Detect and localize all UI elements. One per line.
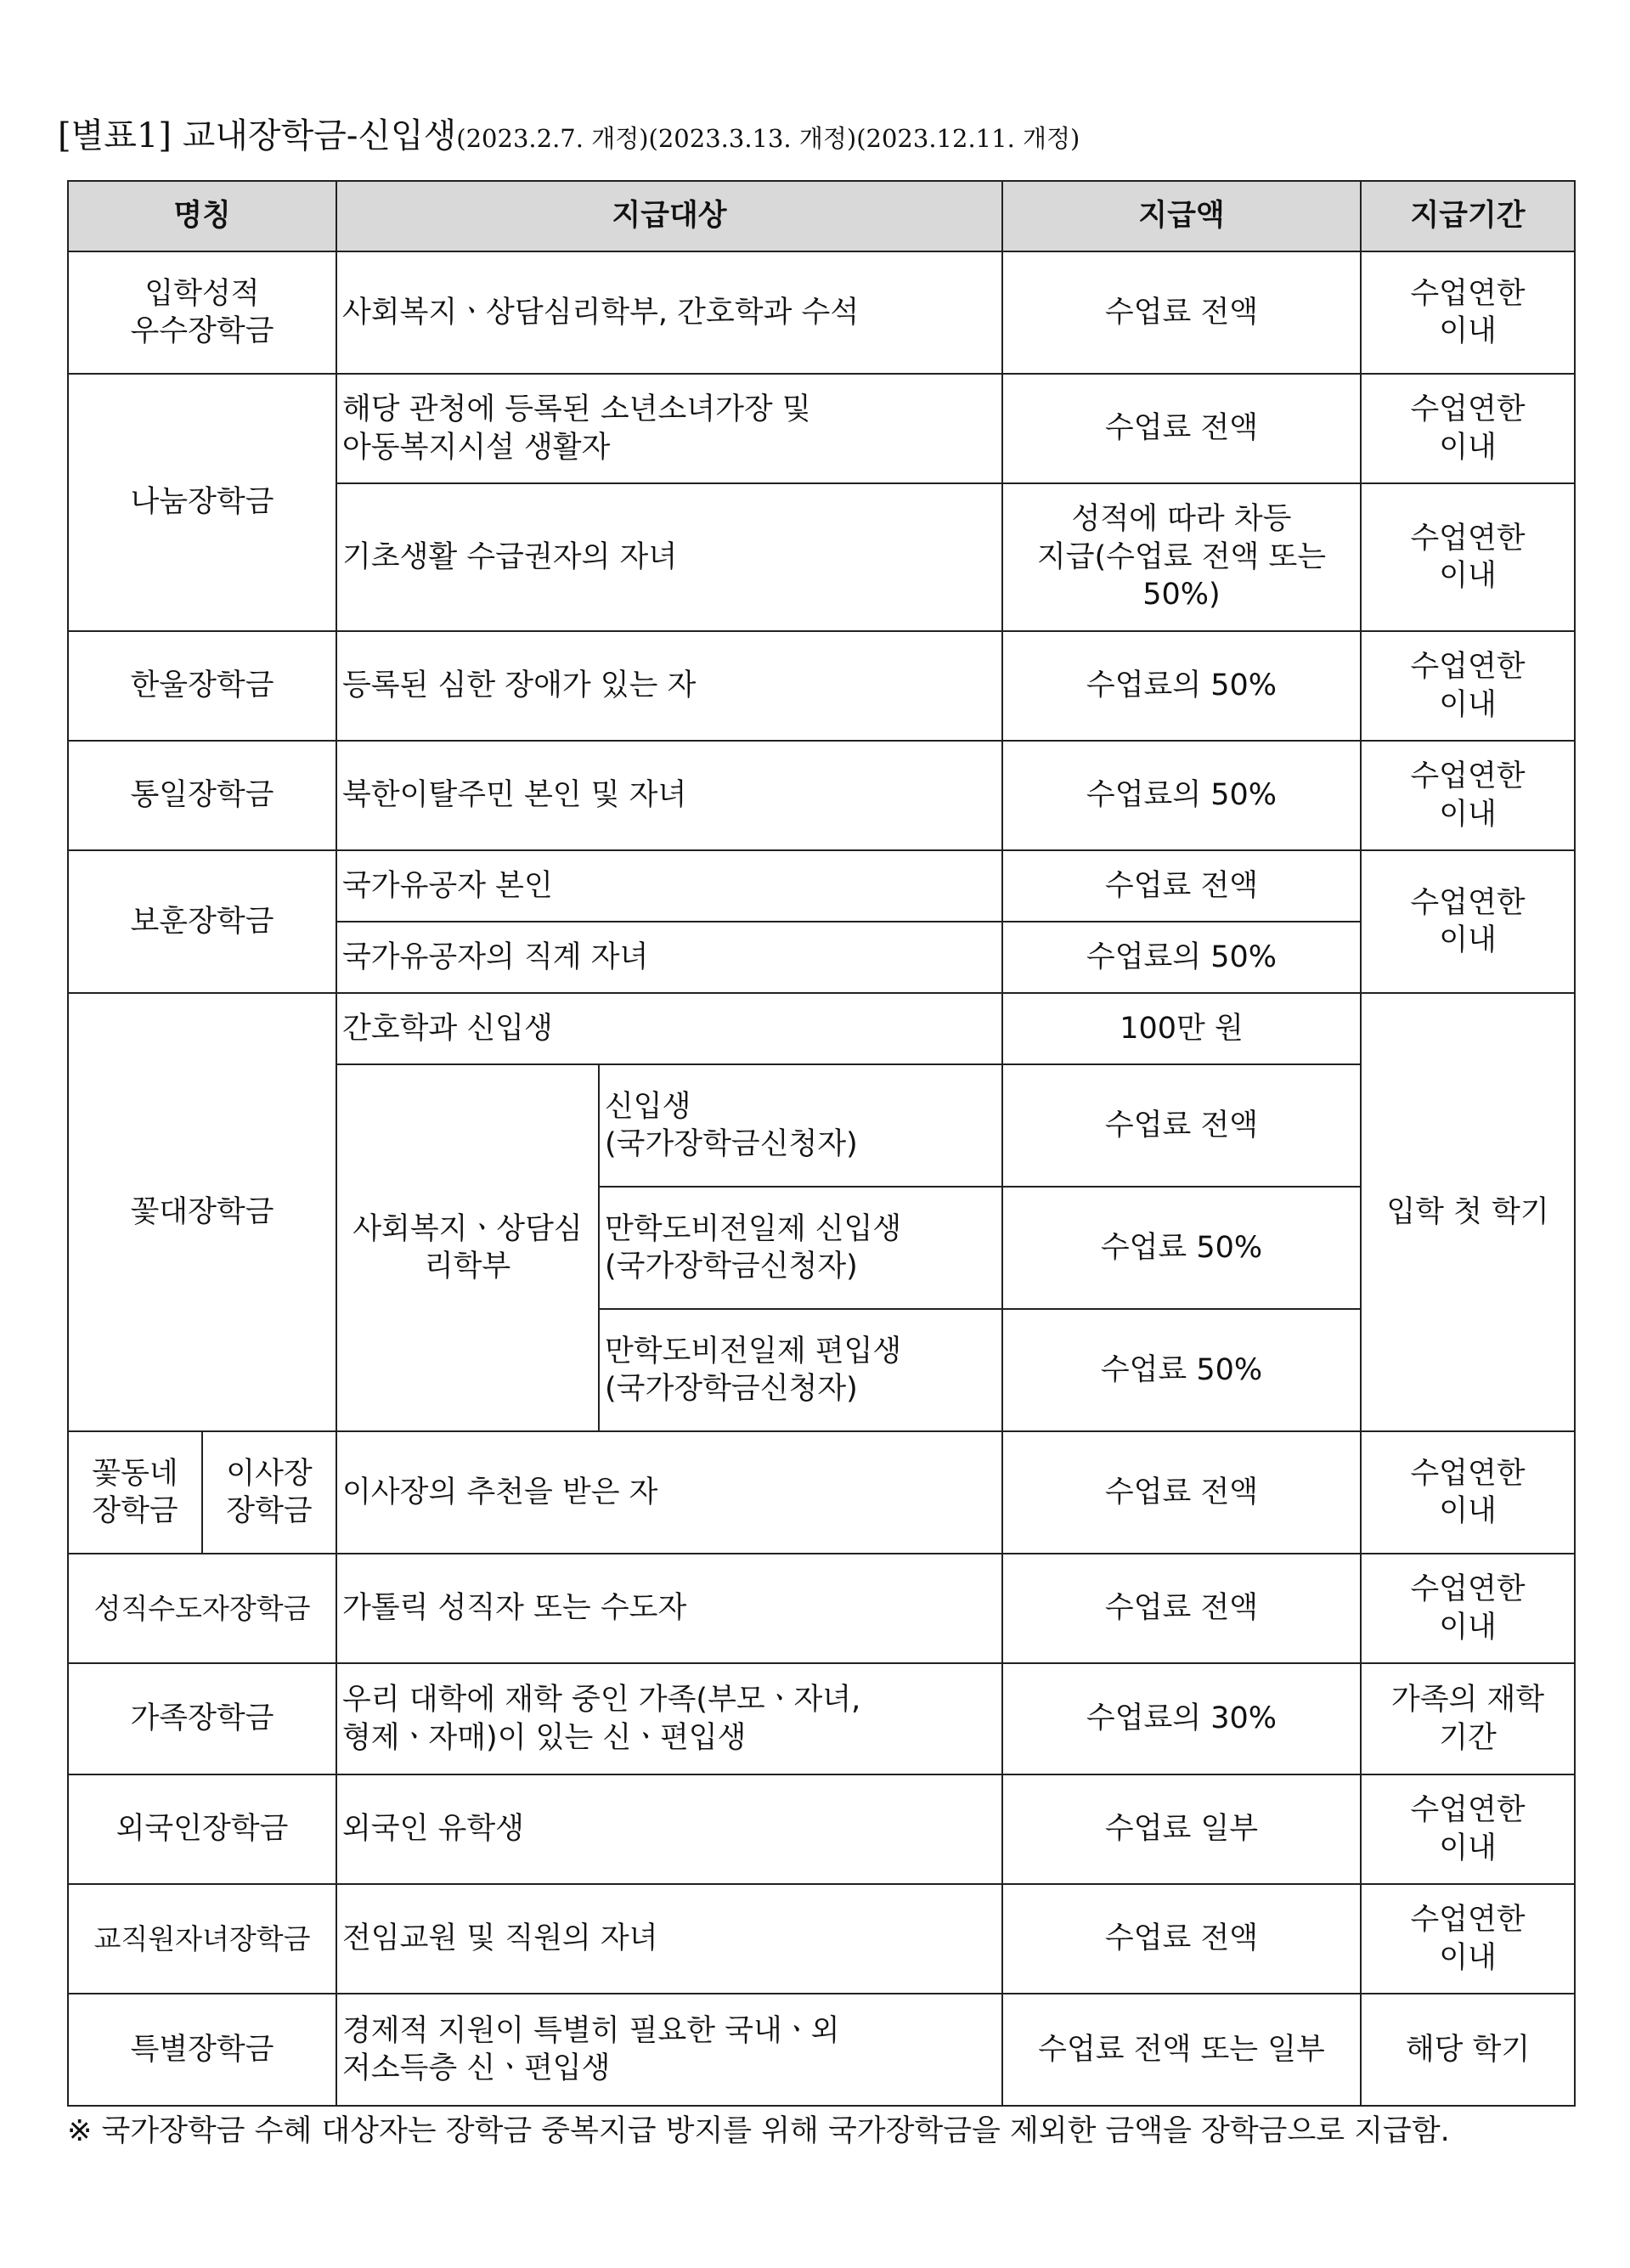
header-target: 지급대상 (336, 181, 1002, 251)
header-row (68, 181, 1575, 251)
name-cell: 교직원자녀장학금 (68, 1884, 336, 1994)
table-row (68, 1774, 1575, 1884)
amount-cell: 수업료 전액 (1002, 1884, 1361, 1994)
target-cell: 우리 대학에 재학 중인 가족(부모ㆍ자녀, 형제ㆍ자매)이 있는 신ㆍ편입생 (336, 1663, 1002, 1774)
amount-cell: 수업료의 50% (1002, 922, 1361, 993)
target-cell: 국가유공자의 직계 자녀 (336, 922, 1002, 993)
period-cell: 가족의 재학 기간 (1361, 1663, 1575, 1774)
table-row (68, 1884, 1575, 1994)
header-name: 명칭 (68, 181, 336, 251)
amount-cell: 수업료 일부 (1002, 1774, 1361, 1884)
name-cell: 성직수도자장학금 (68, 1554, 336, 1663)
amount-cell: 수업료 전액 (1002, 1064, 1361, 1187)
header-amount: 지급액 (1002, 181, 1361, 251)
period-cell: 수업연한 이내 (1361, 631, 1575, 741)
period-cell: 수업연한 이내 (1361, 741, 1575, 850)
table-row (68, 993, 1575, 1064)
target-cell: 국가유공자 본인 (336, 850, 1002, 922)
amount-cell: 수업료의 50% (1002, 631, 1361, 741)
period-cell: 입학 첫 학기 (1361, 993, 1575, 1431)
dept-cell: 사회복지ㆍ상담심 리학부 (336, 1064, 599, 1431)
table-row (68, 251, 1575, 374)
header-period: 지급기간 (1361, 181, 1575, 251)
amount-cell: 100만 원 (1002, 993, 1361, 1064)
period-cell: 수업연한 이내 (1361, 1431, 1575, 1554)
amount-cell: 수업료 50% (1002, 1187, 1361, 1309)
amount-cell: 수업료 전액 (1002, 374, 1361, 483)
period-cell: 해당 학기 (1361, 1994, 1575, 2106)
name-cell: 꽃대장학금 (68, 993, 336, 1431)
name-cell: 나눔장학금 (68, 374, 336, 631)
page-title (58, 109, 1080, 157)
period-cell: 수업연한 이내 (1361, 483, 1575, 631)
scholarship-table (67, 180, 1576, 2107)
table-row (68, 1431, 1575, 1554)
amount-cell: 수업료 전액 (1002, 1554, 1361, 1663)
sub-target-cell: 신입생 (국가장학금신청자) (599, 1064, 1002, 1187)
amount-cell: 수업료의 30% (1002, 1663, 1361, 1774)
period-cell: 수업연한 이내 (1361, 1774, 1575, 1884)
name-cell: 외국인장학금 (68, 1774, 336, 1884)
target-cell: 경제적 지원이 특별히 필요한 국내ㆍ외 저소득층 신ㆍ편입생 (336, 1994, 1002, 2106)
title-main: [별표1] 교내장학금-신입생 (58, 116, 457, 155)
period-cell: 수업연한 이내 (1361, 1554, 1575, 1663)
name-cell: 가족장학금 (68, 1663, 336, 1774)
amount-cell: 수업료 전액 또는 일부 (1002, 1994, 1361, 2106)
name-cell: 입학성적 우수장학금 (68, 251, 336, 374)
name-cell: 특별장학금 (68, 1994, 336, 2106)
target-cell: 등록된 심한 장애가 있는 자 (336, 631, 1002, 741)
period-cell: 수업연한 이내 (1361, 850, 1575, 993)
sub-target-cell: 만학도비전일제 신입생 (국가장학금신청자) (599, 1187, 1002, 1309)
target-cell: 사회복지ㆍ상담심리학부, 간호학과 수석 (336, 251, 1002, 374)
target-cell: 해당 관청에 등록된 소년소녀가장 및 아동복지시설 생활자 (336, 374, 1002, 483)
period-cell: 수업연한 이내 (1361, 1884, 1575, 1994)
table-row (68, 850, 1575, 922)
target-cell: 간호학과 신입생 (336, 993, 1002, 1064)
sub-target-cell: 만학도비전일제 편입생 (국가장학금신청자) (599, 1309, 1002, 1431)
name-cell: 보훈장학금 (68, 850, 336, 993)
period-cell: 수업연한 이내 (1361, 374, 1575, 483)
footnote: ※ 국가장학금 수혜 대상자는 장학금 중복지급 방지를 위해 국가장학금을 제외한 금액을 장학금으로 지급함. (67, 2114, 1450, 2148)
target-cell: 기초생활 수급권자의 자녀 (336, 483, 1002, 631)
amount-cell: 수업료의 50% (1002, 741, 1361, 850)
table-row (68, 1994, 1575, 2106)
group-cell: 꽃동네 장학금 (68, 1431, 202, 1554)
target-cell: 가톨릭 성직자 또는 수도자 (336, 1554, 1002, 1663)
name-cell: 한울장학금 (68, 631, 336, 741)
table-row (68, 1554, 1575, 1663)
table-row (68, 631, 1575, 741)
amount-cell: 성적에 따라 차등 지급(수업료 전액 또는 50%) (1002, 483, 1361, 631)
table-row (68, 1663, 1575, 1774)
target-cell: 전임교원 및 직원의 자녀 (336, 1884, 1002, 1994)
name-cell: 이사장 장학금 (202, 1431, 336, 1554)
title-revisions: (2023.2.7. 개정)(2023.3.13. 개정)(2023.12.11. 개정) (456, 124, 1080, 153)
target-cell: 북한이탈주민 본인 및 자녀 (336, 741, 1002, 850)
target-cell: 이사장의 추천을 받은 자 (336, 1431, 1002, 1554)
amount-cell: 수업료 전액 (1002, 251, 1361, 374)
target-cell: 외국인 유학생 (336, 1774, 1002, 1884)
table-row (68, 374, 1575, 483)
amount-cell: 수업료 전액 (1002, 1431, 1361, 1554)
period-cell: 수업연한 이내 (1361, 251, 1575, 374)
amount-cell: 수업료 전액 (1002, 850, 1361, 922)
name-cell: 통일장학금 (68, 741, 336, 850)
amount-cell: 수업료 50% (1002, 1309, 1361, 1431)
table-row (68, 741, 1575, 850)
